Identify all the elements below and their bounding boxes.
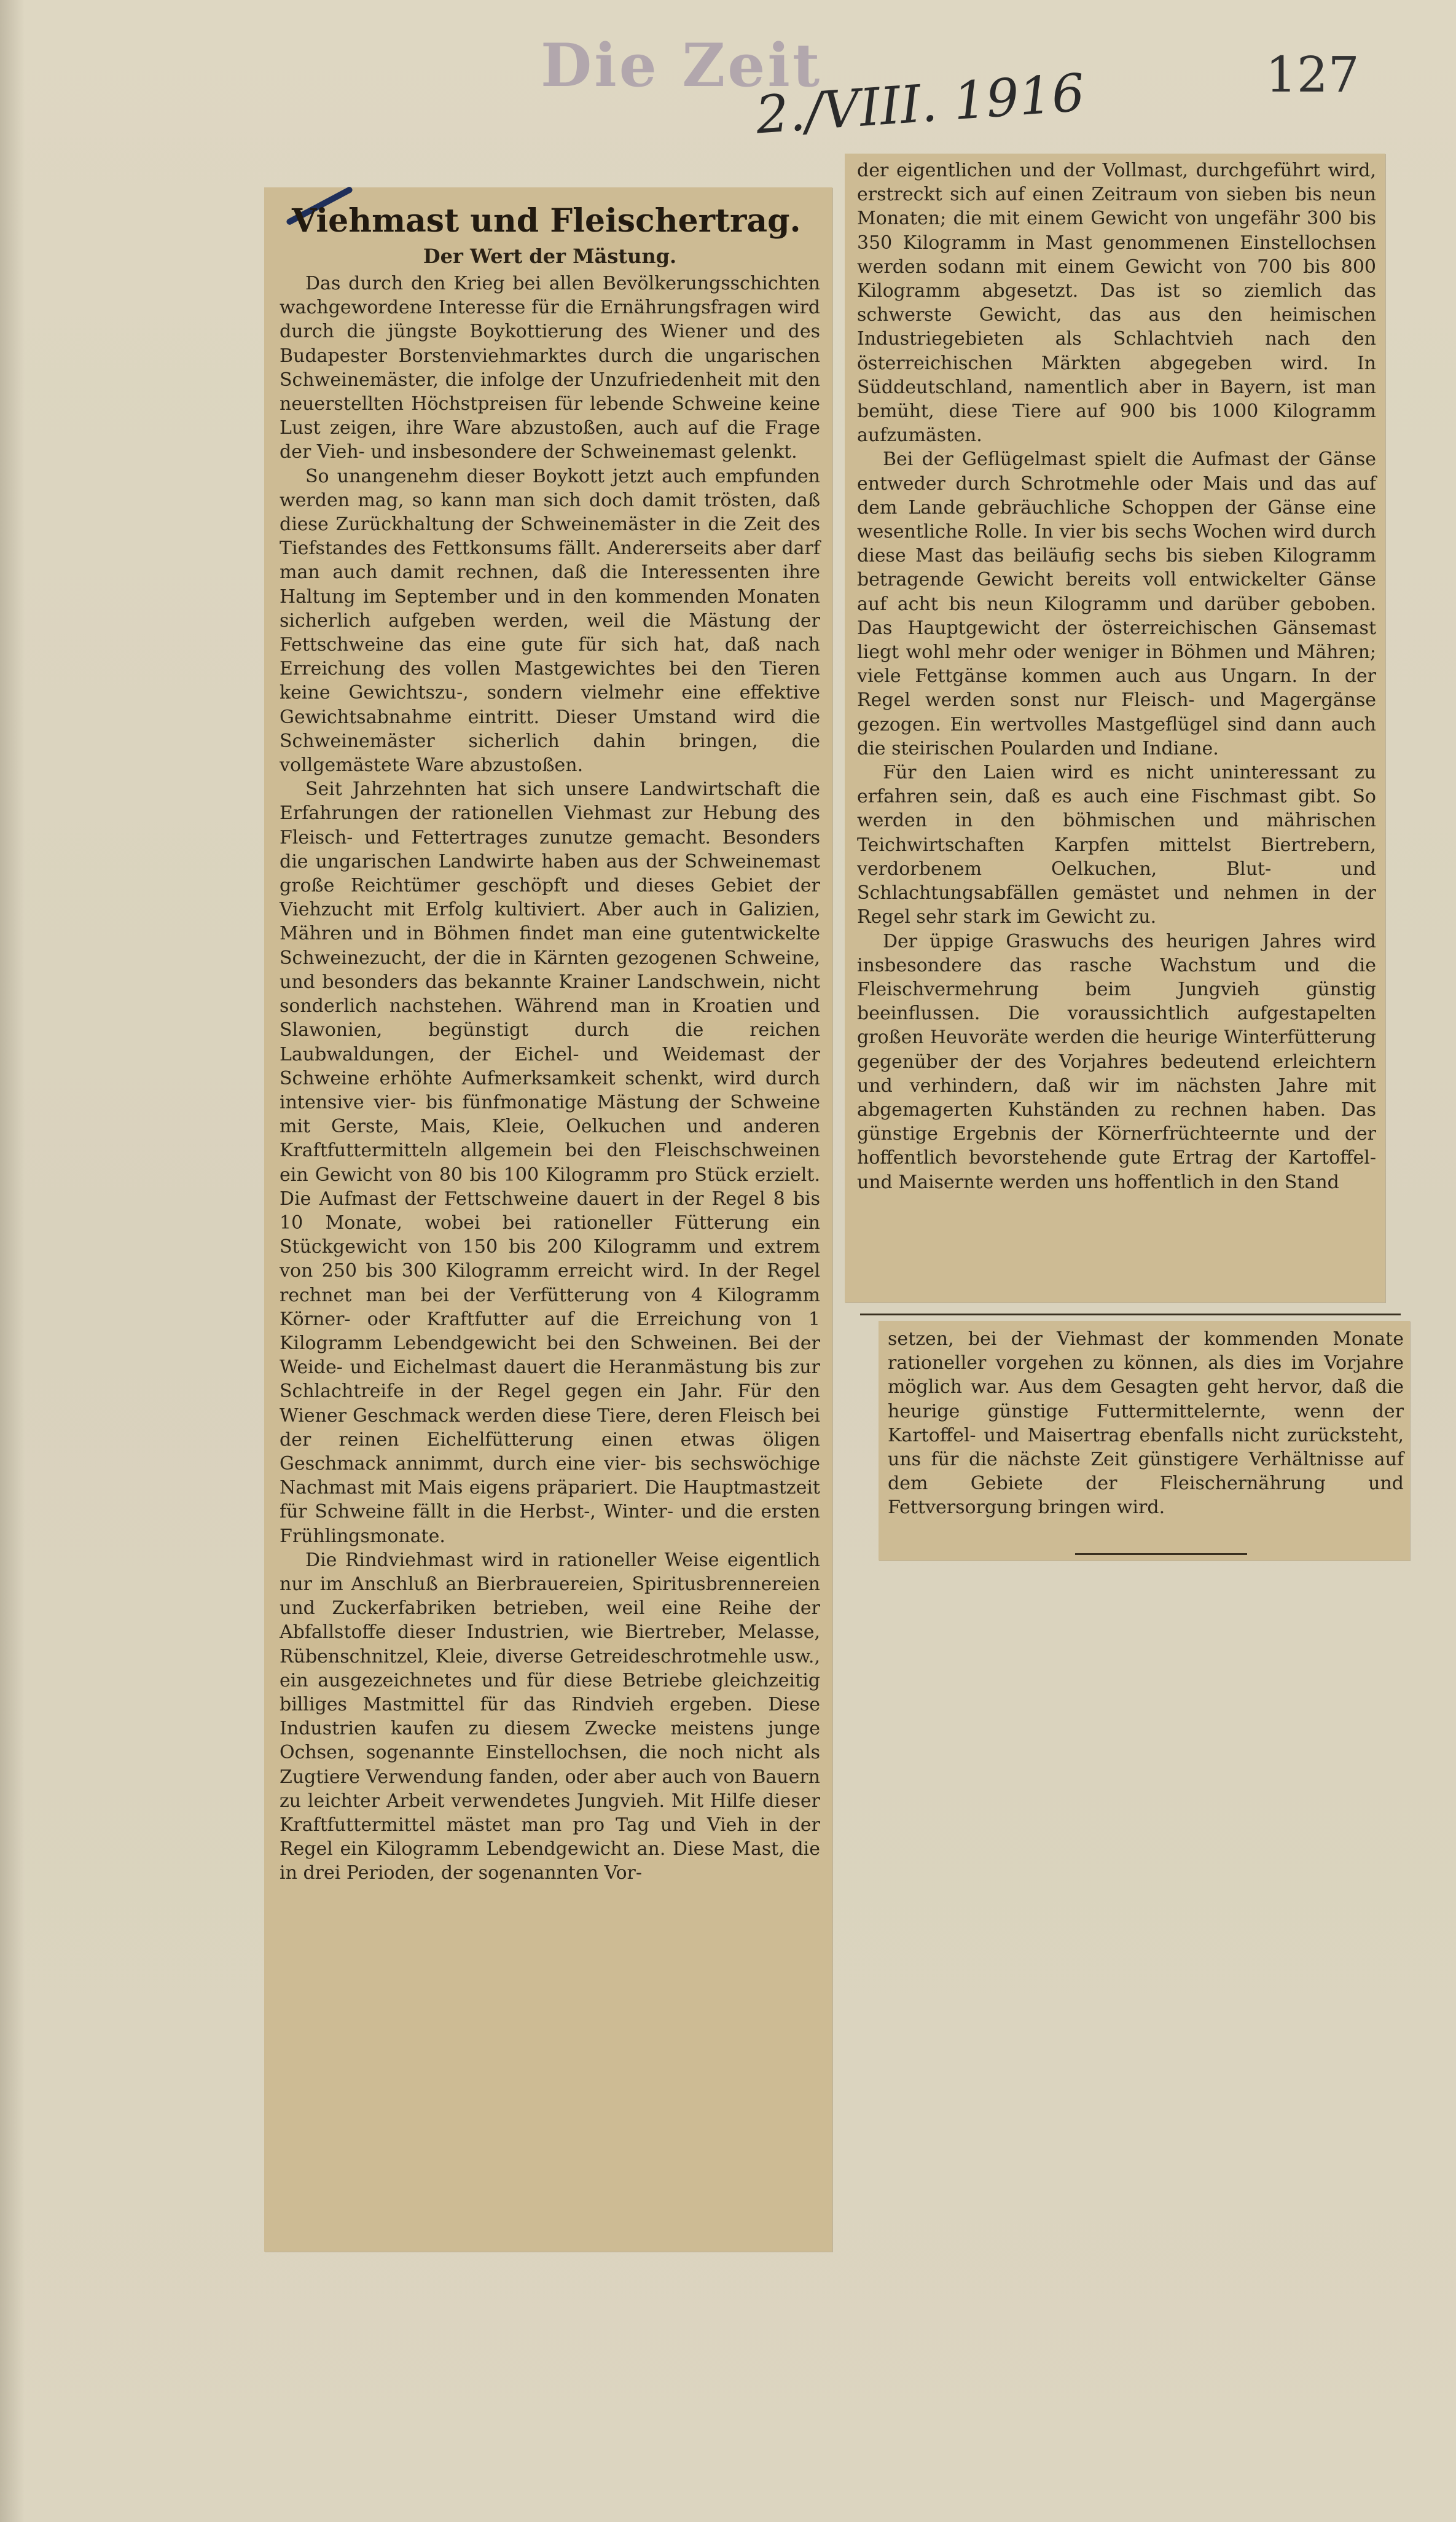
article-paragraph: Seit Jahrzehnten hat sich unsere Landwirtschaft die Erfahrungen der rationellen Viehmast zur Hebung des Fleisch- und Fettertrages zunutze gemacht. Besonders die ungarischen Landwirte haben aus der Schweinemast große Reichtümer geschöpft und dieses Gebiet der Viehzucht mit Erfolg kultiviert. Aber auch in Galizien, Mähren und in Böhmen findet man eine gutentwickelte Schweinezucht, der die in Kärnten gezogenen Schweine, und besonders das bekannte Krainer Landschwein, nicht sonderlich nachstehen. Während man in Kroatien und Slawonien, begünstigt durch die reichen Laubwaldungen, der Eichel- und Weidemast der Schweine erhöhte Aufmerksamkeit schenkt, wird durch intensive vier- bis fünfmonatige Mästung der Schweine mit Gerste, Mais, Kleie, Oelkuchen und anderen Kraftfuttermitteln allgemein bei den Fleischschweinen ein Gewicht von 80 bis 100 Kilogramm pro Stück erzielt. Die Aufmast der Fettschweine dauert in der Regel 8 bis 10 Monate, wobei bei rationeller Fütterung ein Stückgewicht von 150 bis 200 Kilogramm und extrem von 250 bis 300 Kilogramm erreicht wird. In der Regel rechnet man bei der Verfütterung von 4 Kilogramm Körner- oder Kraftfutter auf die Erreichung von 1 Kilogramm Lebendgewicht bei den Schweinen. Bei der Weide- und Eichelmast dauert die Heranmästung bis zur Schlachtreife in der Regel gegen ein Jahr. Für den Wiener Geschmack werden diese Tiere, deren Fleisch bei der reinen Eichelfütterung einen etwas öligen Geschmack annimmt, durch eine vier- bis sechswöchige Nachmast mit Mais eigens präpariert. Die Hauptmastzeit für Schweine fällt in die Herbst-, Winter- und die ersten Frühlingsmonate. [280,778,820,1547]
article-paragraph: So unangenehm dieser Boykott jetzt auch empfunden werden mag, so kann man sich doch damit trösten, daß diese Zurückhaltung der Schweinemäster in die Zeit des Tiefstandes des Fettkonsums fällt. Andererseits aber darf man auch damit rechnen, daß die Interessenten ihre Haltung im September und in den kommenden Monaten sicherlich aufgeben werden, weil die Mästung der Fettschweine das eine gute für sich hat, daß nach Erreichung des vollen Mastgewichtes bei den Tieren keine Gewichtszu-, sondern vielmehr eine effektive Gewichtsabnahme eintritt. Dieser Umstand wird die Schweinemäster sicherlich dahin bringen, die vollgemästete Ware abzustoßen. [280,465,820,777]
page-number: 127 [1266,46,1360,103]
article-subtitle: Der Wert der Mästung. [423,245,677,268]
article-title: Viehmast und Fleischertrag. [292,202,801,240]
article-end-rule [1075,1553,1247,1555]
page-edge-shadow [0,0,25,2522]
article-paragraph: Das durch den Krieg bei allen Bevölkerungsschichten wachgewordene Interesse für die Ernährungsfragen wird durch die jüngste Boykottierung des Wiener und des Budapester Borstenviehmarktes durch die ungarischen Schweinemäster, die infolge der Unzufriedenheit mit den neuerstellten Höchstpreisen für lebende Schweine keine Lust zeigen, ihre Ware abzustoßen, auch auf die Frage der Vieh- und insbesondere der Schweinemast gelenkt. [280,273,820,463]
handwritten-date: 2./VIII. 1916 [754,62,1087,146]
column-divider [860,1314,1401,1315]
article-paragraph: Die Rindviehmast wird in rationeller Weise eigentlich nur im Anschluß an Bierbrauereien, Spiritusbrennereien und Zuckerfabriken betrieben, weil eine Reihe der Abfallstoffe dieser Industrien, wie Biertreber, Melasse, Rübenschnitzel, Kleie, diverse Getreideschrotmehle usw., ein ausgezeichnetes und für diese Betriebe gleichzeitig billiges Mastmittel für das Rindvieh ergeben. Diese Industrien kaufen zu diesem Zwecke meistens junge Ochsen, sogenannte Einstellochsen, die noch nicht als Zugtiere Verwendung fanden, oder aber auch von Bauern zu leichter Arbeit verwendetes Jungvieh. Mit Hilfe dieser Kraftfuttermittel mästet man pro Tag und Vieh in der Regel ein Kilogramm Lebendgewicht an. Diese Mast, die in drei Perioden, der sogenannten Vor- [280,1549,820,1884]
article-paragraph: der eigentlichen und der Vollmast, durchgeführt wird, erstreckt sich auf einen Zeitraum von sieben bis neun Monaten; die mit einem Gewicht von ungefähr 300 bis 350 Kilogramm in Mast genommenen Einstellochsen werden sodann mit einem Gewicht von 700 bis 800 Kilogramm abgesetzt. Das ist so ziemlich das schwerste Gewicht, das aus den heimischen Industriegebieten als Schlachtvieh nach den österreichischen Märkten abgegeben wird. In Süddeutschland, namentlich aber in Bayern, ist man bemüht, diese Tiere auf 900 bis 1000 Kilogramm aufzumästen. [857,160,1376,447]
article-column-left [280,203,820,1886]
article-paragraph: setzen, bei der Viehmast der kommenden Monate rationeller vorgehen zu können, als dies im Vorjahre möglich war. Aus dem Gesagten geht hervor, daß die heurige günstige Futtermittelernte, wenn der Kartoffel- und Maisertrag ebenfalls nicht zurücksteht, uns für die nächste Zeit günstigere Verhältnisse auf dem Gebiete der Fleischernährung und Fettversorgung bringen wird. [888,1328,1404,1519]
article-column-continuation [888,1327,1404,1520]
article-column-right [857,159,1376,1194]
article-paragraph: Bei der Geflügelmast spielt die Aufmast der Gänse entweder durch Schrotmehle oder Mais und das auf dem Lande gebräuchliche Schoppen der Gänse eine wesentliche Rolle. In vier bis sechs Wochen wird durch diese Mast das beiläufig sechs bis sieben Kilogramm betragende Gewicht bereits voll entwickelter Gänse auf acht bis neun Kilogramm und darüber geboben. Das Hauptgewicht der österreichischen Gänsemast liegt wohl mehr oder weniger in Böhmen und Mähren; viele Fettgänse kommen auch aus Ungarn. In der Regel werden sonst nur Fleisch- und Magergänse gezogen. Ein wertvolles Mastgeflügel sind dann auch die steirischen Poularden und Indiane. [857,448,1376,759]
article-paragraph: Für den Laien wird es nicht uninteressant zu erfahren sein, daß es auch eine Fischmast gibt. So werden in den böhmischen und mährischen Teichwirtschaften Karpfen mittelst Biertrebern, verdorbenem Oelkuchen, Blut- und Schlachtungsabfällen gemästet und nehmen in der Regel sehr stark im Gewicht zu. [857,762,1376,928]
article-paragraph: Der üppige Graswuchs des heurigen Jahres wird insbesondere das rasche Wachstum und die Fleischvermehrung beim Jungvieh günstig beeinflussen. Die voraussichtlich aufgestapelten großen Heuvoräte werden die heurige Winterfütterung gegenüber der des Vorjahres bedeutend erleichtern und verhindern, daß wir im nächsten Jahre mit abgemagerten Kuhständen zu rechnen haben. Das günstige Ergebnis der Körnerfrüchteernte und der hoffentlich bevorstehende gute Ertrag der Kartoffel- und Maisernte werden uns hoffentlich in den Stand [857,930,1376,1193]
newspaper-name-stamp: Die Zeit [541,31,823,100]
